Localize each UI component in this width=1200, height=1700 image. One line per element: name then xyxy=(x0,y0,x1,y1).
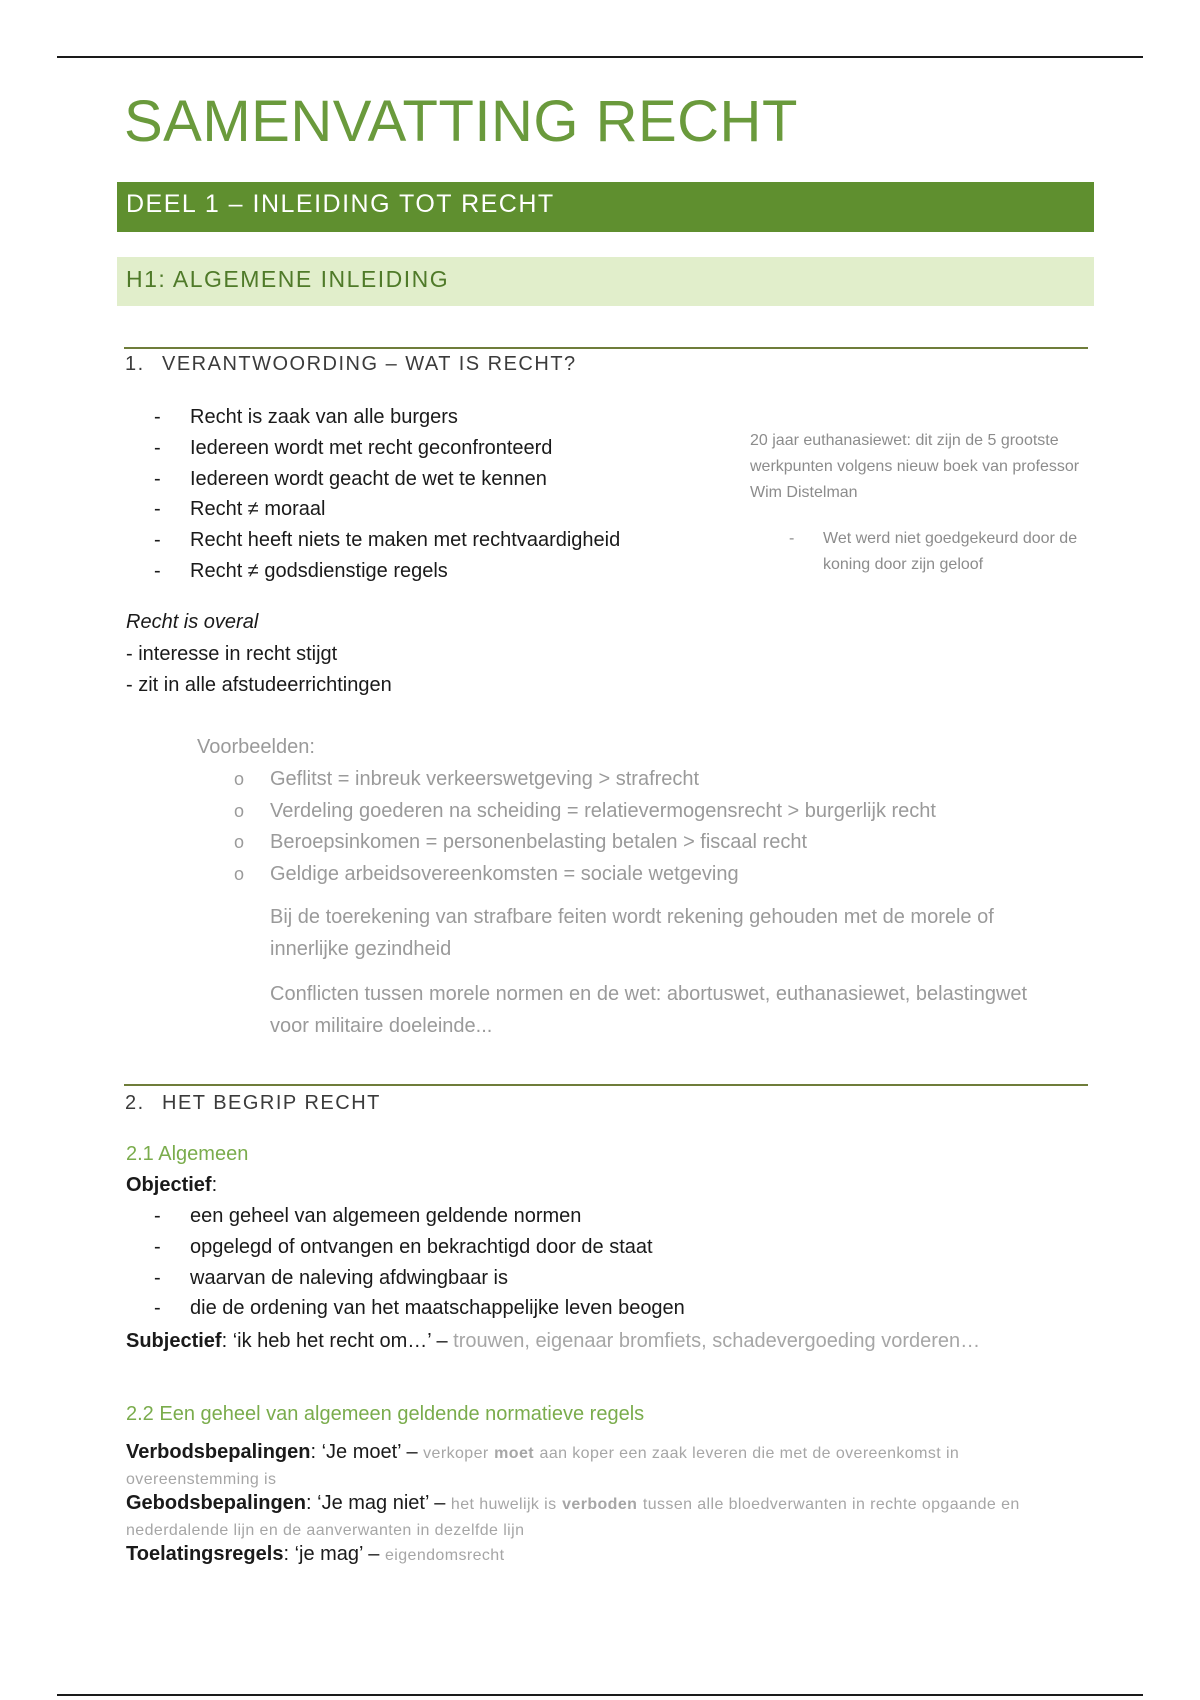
side-note-sub-text: Wet werd niet goedgekeurd door de koning door zijn geloof xyxy=(823,530,1078,573)
bullet-text: Iedereen wordt geacht de wet te kennen xyxy=(190,467,547,490)
bullet-dash: - xyxy=(154,436,161,459)
examples-title: Voorbeelden: xyxy=(197,736,315,758)
section2-title: HET BEGRIP RECHT xyxy=(162,1092,381,1114)
verbod-definition xyxy=(126,1440,1086,1492)
bullet-text: opgelegd of ontvangen en bekrachtigd door de staat xyxy=(190,1235,653,1258)
list-item xyxy=(154,433,620,464)
subjectief-text: : ‘ik heb het recht om…’ – xyxy=(221,1330,448,1352)
overal-line-2: - zit in alle afstudeerrichtingen xyxy=(126,674,392,696)
bullet-dash: - xyxy=(154,1235,161,1258)
list-item xyxy=(234,764,936,796)
list-item xyxy=(154,1263,685,1294)
part-heading-band xyxy=(117,182,1094,232)
subjectief-line xyxy=(126,1330,980,1353)
bullet-text: die de ordening van het maatschappelijke leven beogen xyxy=(190,1297,685,1320)
list-item xyxy=(234,859,936,891)
verbod-bold: moet xyxy=(494,1445,534,1462)
examples-list xyxy=(234,764,936,890)
part-heading: DEEL 1 – INLEIDING TOT RECHT xyxy=(126,190,555,218)
bullet-dash: - xyxy=(154,498,161,521)
page-bottom-rule xyxy=(57,1694,1143,1696)
toelating-quote: : ‘je mag’ – xyxy=(283,1543,380,1565)
page-top-rule xyxy=(57,56,1143,58)
bullet-dash: - xyxy=(154,406,161,428)
subsection-2-1-title: 2.1 Algemeen xyxy=(126,1143,249,1165)
gebod-text-b: tussen alle bloedverwanten in rechte opgaande en nederdalende lijn en de aanverwanten in dezelfde lijn xyxy=(126,1496,1020,1539)
bullet-dash: - xyxy=(154,1266,161,1289)
list-item xyxy=(154,402,620,433)
subjectief-label: Subjectief xyxy=(126,1330,222,1352)
circle-bullet-icon: o xyxy=(234,769,245,789)
section1-title: VERANTWOORDING – WAT IS RECHT? xyxy=(162,353,577,375)
gebod-definition xyxy=(126,1491,1086,1543)
overal-line-1: - interesse in recht stijgt xyxy=(126,643,338,665)
section1-bullet-list xyxy=(154,402,621,587)
side-note-sub xyxy=(789,526,1103,578)
verbod-text-b: aan koper een zaak leveren die met de overeenkomst in overeenstemming is xyxy=(126,1445,960,1488)
list-item xyxy=(154,494,620,525)
list-item xyxy=(154,525,621,556)
section2-number: 2. xyxy=(125,1092,145,1114)
section2-rule xyxy=(124,1084,1088,1086)
bullet-text: Recht heeft niets te maken met rechtvaardigheid xyxy=(190,529,621,552)
document-title: SAMENVATTING RECHT xyxy=(124,89,798,154)
subjectief-examples: trouwen, eigenaar bromfiets, schadevergoeding vorderen… xyxy=(453,1330,981,1352)
paragraph-toerekening: Bij de toerekening van strafbare feiten wordt rekening gehouden met de morele of innerlijke gezindheid xyxy=(270,906,994,960)
gebod-text-a: het huwelijk is xyxy=(450,1496,557,1513)
verbod-text-a: verkoper xyxy=(423,1445,489,1462)
list-item xyxy=(154,1201,685,1232)
side-note: 20 jaar euthanasiewet: dit zijn de 5 grootste werkpunten volgens nieuw boek van professor Wim Distelman xyxy=(750,432,1080,501)
example-text: Verdeling goederen na scheiding = relatievermogensrecht > burgerlijk recht xyxy=(270,799,936,822)
circle-bullet-icon: o xyxy=(234,863,245,884)
subsection-2-2-title: 2.2 Een geheel van algemeen geldende normatieve regels xyxy=(126,1403,645,1425)
verbod-label: Verbodsbepalingen xyxy=(126,1441,311,1463)
bullet-text: Recht ≠ godsdienstige regels xyxy=(190,559,448,582)
example-text: Geldige arbeidsovereenkomsten = sociale wetgeving xyxy=(270,862,739,885)
example-text: Geflitst = inbreuk verkeerswetgeving > strafrecht xyxy=(270,768,700,790)
gebod-label: Gebodsbepalingen xyxy=(126,1492,307,1514)
circle-bullet-icon: o xyxy=(234,800,245,821)
paragraph-conflicten: Conflicten tussen morele normen en de wet: abortuswet, euthanasiewet, belastingwet voor militaire doeleinde... xyxy=(270,983,1028,1037)
gebod-quote: : ‘Je mag niet’ – xyxy=(306,1492,446,1514)
objectief-bullet-list xyxy=(154,1201,685,1324)
bullet-dash: - xyxy=(154,467,161,490)
bullet-text: Recht ≠ moraal xyxy=(190,498,326,521)
list-item xyxy=(154,556,620,587)
toelating-label: Toelatingsregels xyxy=(126,1543,284,1565)
toelating-definition xyxy=(126,1542,1086,1568)
toelating-text: eigendomsrecht xyxy=(384,1547,505,1564)
circle-bullet-icon: o xyxy=(234,832,245,852)
list-item xyxy=(154,464,620,495)
section1-heading xyxy=(125,353,577,376)
list-item xyxy=(154,1232,685,1263)
bullet-text: een geheel van algemeen geldende normen xyxy=(190,1205,582,1227)
example-text: Beroepsinkomen = personenbelasting betalen > fiscaal recht xyxy=(270,831,808,853)
bullet-dash: - xyxy=(154,559,161,582)
recht-overal-title: Recht is overal xyxy=(126,611,259,633)
bullet-text: Iedereen wordt met recht geconfronteerd xyxy=(190,436,553,459)
bullet-text: Recht is zaak van alle burgers xyxy=(190,406,458,428)
verbod-quote: : ‘Je moet’ – xyxy=(310,1441,418,1463)
bullet-dash: - xyxy=(154,1205,161,1227)
bullet-dash: - xyxy=(789,530,795,547)
objectief-label: Objectief xyxy=(126,1174,212,1196)
section2-heading xyxy=(125,1092,381,1115)
section1-rule xyxy=(124,347,1088,349)
objectief-line xyxy=(126,1174,217,1197)
bullet-dash: - xyxy=(154,529,161,552)
bullet-dash: - xyxy=(154,1297,161,1320)
chapter-heading: H1: ALGEMENE INLEIDING xyxy=(126,266,450,292)
list-item xyxy=(234,827,936,859)
gebod-bold: verboden xyxy=(562,1496,638,1513)
bullet-text: waarvan de naleving afdwingbaar is xyxy=(190,1266,508,1289)
section1-number: 1. xyxy=(125,353,145,375)
objectief-colon: : xyxy=(211,1174,218,1196)
list-item xyxy=(154,1293,685,1324)
chapter-heading-band xyxy=(117,257,1094,306)
list-item xyxy=(234,796,936,828)
